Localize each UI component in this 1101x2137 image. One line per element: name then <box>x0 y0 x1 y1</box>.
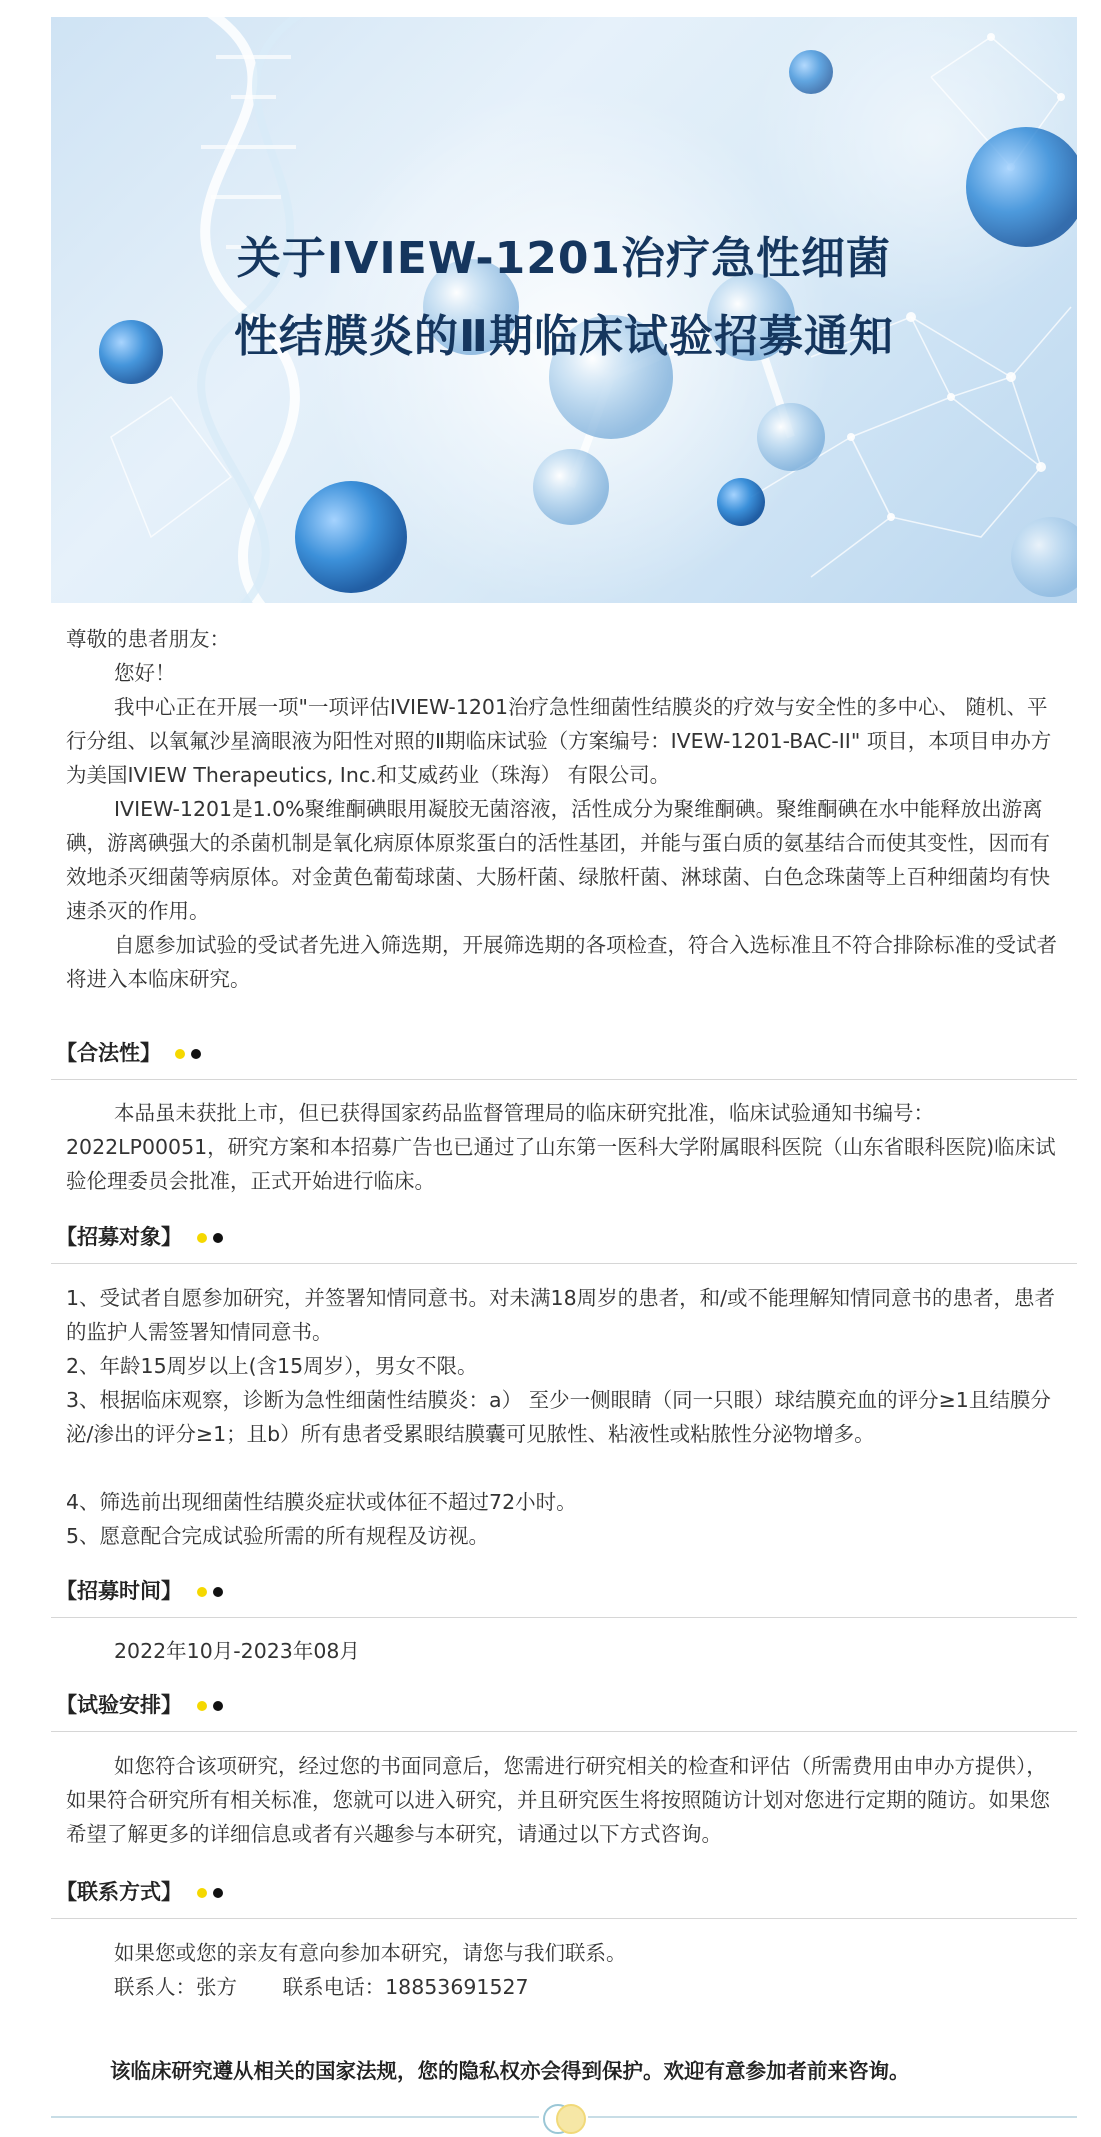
black-dot-icon <box>213 1701 223 1711</box>
footer-divider-right <box>588 2116 1077 2118</box>
greeting: 尊敬的患者朋友： <box>66 627 230 651</box>
footer-divider-left <box>51 2116 539 2118</box>
section-header-arrangement <box>51 1687 1077 1732</box>
yellow-dot-icon <box>197 1888 207 1898</box>
banner-title-line-2: 性结膜炎的Ⅱ期临床试验招募通知 <box>234 311 894 362</box>
section-header-legality <box>51 1035 1077 1080</box>
black-dot-icon <box>191 1049 201 1059</box>
target-item-2: 2、年龄15周岁以上(含15周岁），男女不限。 <box>66 1354 478 1378</box>
intro-paragraph-1: 我中心正在开展一项"一项评估IVIEW-1201治疗急性细菌性结膜炎的疗效与安全性的多中心、 随机、平行分组、以氧氟沙星滴眼液为阳性对照的Ⅱ期临床试验（方案编号：IVEW-1201-BAC-II" 项目，本项目申办方为美国IVIEW Therapeutics, Inc.和艾威药业（珠海） 有限公司。 <box>66 695 1052 787</box>
contact-intro: 如果您或您的亲友有意向参加本研究，请您与我们联系。 <box>114 1941 627 1965</box>
section-header-contact <box>51 1874 1077 1919</box>
black-dot-icon <box>213 1233 223 1243</box>
yellow-dot-icon <box>197 1587 207 1597</box>
target-item-5: 5、愿意配合完成试验所需的所有规程及访视。 <box>66 1524 490 1548</box>
yellow-dot-icon <box>197 1701 207 1711</box>
section-title: 【合法性】 <box>56 1041 161 1065</box>
footer-circle-icon <box>556 2104 586 2134</box>
section-title: 【试验安排】 <box>56 1693 182 1717</box>
target-item-3: 3、根据临床观察，诊断为急性细菌性结膜炎：a） 至少一侧眼睛（同一只眼）球结膜充血的评分≥1且结膜分泌/渗出的评分≥1；且b）所有患者受累眼结膜囊可见脓性、粘液性或粘脓性分泌物增多。 <box>66 1388 1051 1446</box>
yellow-dot-icon <box>175 1049 185 1059</box>
target-item-4: 4、筛选前出现细菌性结膜炎症状或体征不超过72小时。 <box>66 1490 577 1514</box>
contact-person-phone: 联系人：张方 联系电话：18853691527 <box>114 1975 529 1999</box>
section-header-time <box>51 1573 1077 1618</box>
yellow-dot-icon <box>197 1233 207 1243</box>
section-title: 【联系方式】 <box>56 1880 182 1904</box>
intro-paragraph-2: IVIEW-1201是1.0%聚维酮碘眼用凝胶无菌溶液，活性成分为聚维酮碘。聚维酮碘在水中能释放出游离碘，游离碘强大的杀菌机制是氧化病原体原浆蛋白的活性基团，并能与蛋白质的氨基结合而使其变性，因而有效地杀灭细菌等病原体。对金黄色葡萄球菌、大肠杆菌、绿脓杆菌、淋球菌、白色念珠菌等上百种细菌均有快速杀灭的作用。 <box>66 797 1050 923</box>
black-dot-icon <box>213 1587 223 1597</box>
section-header-targets <box>51 1219 1077 1264</box>
banner-title-line-1: 关于IVIEW-1201治疗急性细菌 <box>236 233 892 284</box>
section-title: 【招募时间】 <box>56 1579 182 1603</box>
section-title: 【招募对象】 <box>56 1225 182 1249</box>
hello-text: 您好！ <box>114 661 176 685</box>
legality-text: 本品虽未获批上市，但已获得国家药品监督管理局的临床研究批准，临床试验通知书编号：2022LP00051，研究方案和本招募广告也已通过了山东第一医科大学附属眼科医院（山东省眼科医院)临床试验伦理委员会批准，正式开始进行临床。 <box>66 1101 1056 1193</box>
black-dot-icon <box>213 1888 223 1898</box>
intro-paragraph-3: 自愿参加试验的受试者先进入筛选期，开展筛选期的各项检查，符合入选标准且不符合排除标准的受试者将进入本临床研究。 <box>66 933 1057 991</box>
target-item-1: 1、受试者自愿参加研究，并签署知情同意书。对未满18周岁的患者，和/或不能理解知情同意书的患者，患者的监护人需签署知情同意书。 <box>66 1286 1056 1344</box>
privacy-note: 该临床研究遵从相关的国家法规，您的隐私权亦会得到保护。欢迎有意参加者前来咨询。 <box>110 2059 910 2083</box>
arrangement-text: 如您符合该项研究，经过您的书面同意后，您需进行研究相关的检查和评估（所需费用由申办方提供），如果符合研究所有相关标准，您就可以进入研究，并且研究医生将按照随访计划对您进行定期的随访。如果您希望了解更多的详细信息或者有兴趣参与本研究，请通过以下方式咨询。 <box>66 1754 1050 1846</box>
recruit-time-text: 2022年10月-2023年08月 <box>114 1639 360 1663</box>
hero-banner <box>51 17 1077 603</box>
